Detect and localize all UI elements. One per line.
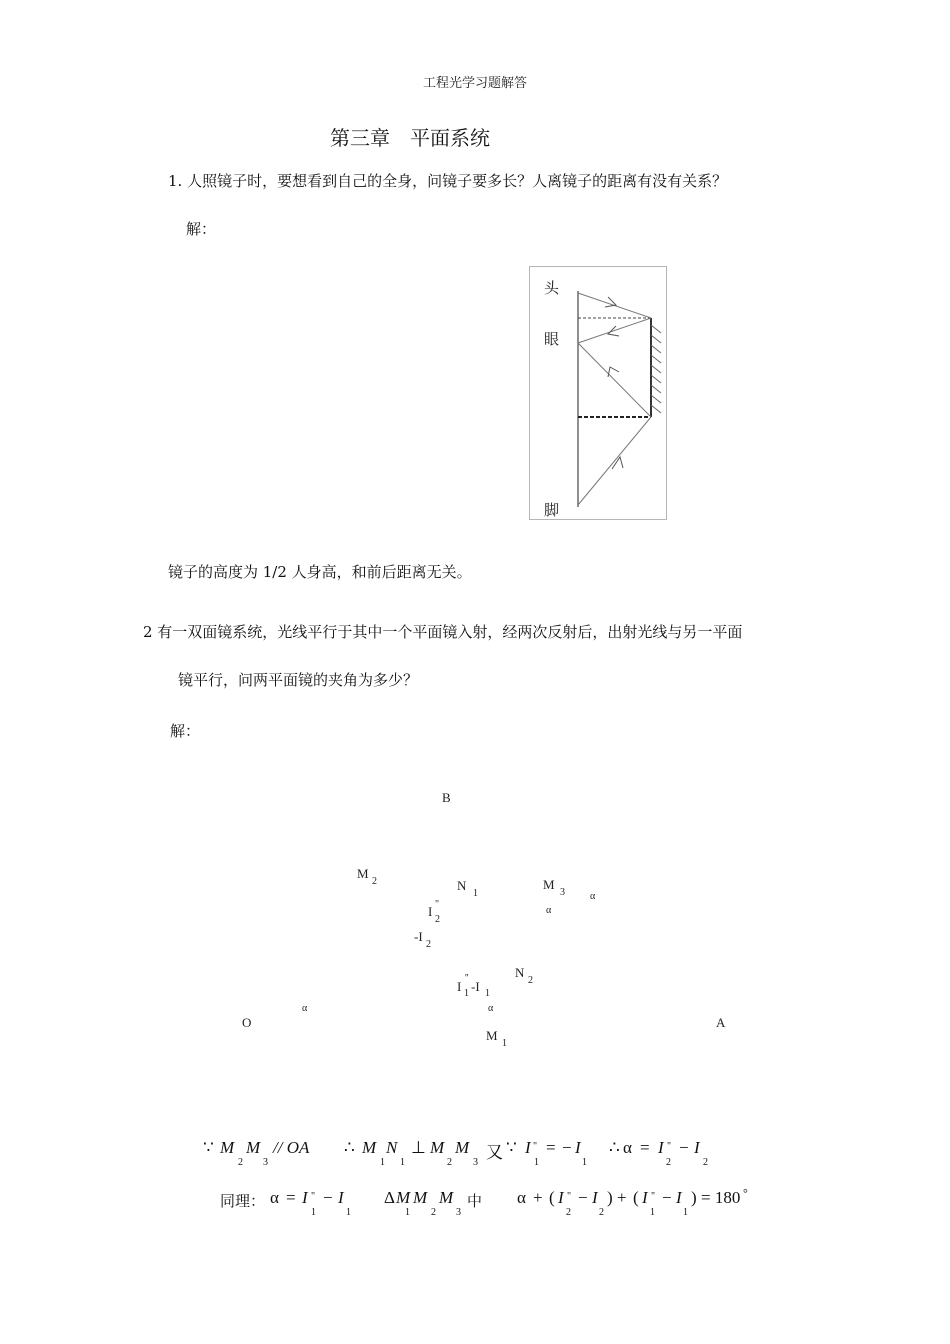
eye-label: 眼 xyxy=(544,330,560,348)
label-minus-I1: -I xyxy=(471,979,480,994)
label-M3-sub: 3 xyxy=(560,887,565,898)
f1-M5-sub3: 3 xyxy=(473,1157,478,1168)
f1-M3: M xyxy=(362,1138,377,1157)
f2-I2-prime: " xyxy=(567,1191,572,1202)
f2-lp1: ( xyxy=(549,1188,555,1207)
f1-M: M xyxy=(220,1138,235,1157)
f2-I1-sub: 1 xyxy=(311,1207,316,1218)
question-2-line2: 镜平行，问两平面镜的夹角为多少？ xyxy=(178,671,419,689)
question-1: 1. 人照镜子时，要想看到自己的全身，问镜子要多长？人离镜子的距离有没有关系？ xyxy=(168,172,728,190)
f1-I1-prime: " xyxy=(533,1141,538,1152)
f1-N-sub1: 1 xyxy=(400,1157,405,1168)
because-symbol-2: ∵ xyxy=(506,1138,517,1157)
label-N2: N xyxy=(515,965,525,980)
label-I2-prime-sub: 2 xyxy=(435,914,440,925)
f2-neg: − xyxy=(323,1188,333,1207)
zhong-char: 中 xyxy=(467,1192,483,1210)
f2-rp2: ) xyxy=(691,1188,697,1207)
f1-I2b-sub: 2 xyxy=(703,1157,708,1168)
mirror-figure xyxy=(529,266,667,520)
f2-M2-sub: 2 xyxy=(431,1207,436,1218)
label-N1: N xyxy=(457,878,467,893)
label-I1-prime-mark: '' xyxy=(465,973,469,984)
label-N1-sub: 1 xyxy=(473,888,478,899)
f1-eq2: = xyxy=(640,1138,650,1157)
therefore-symbol-2: ∴ xyxy=(609,1138,620,1157)
f1-M4-sub2: 2 xyxy=(447,1157,452,1168)
delta-symbol: Δ xyxy=(384,1188,395,1207)
f2-I1c-sub: 1 xyxy=(650,1207,655,1218)
perp-symbol: ⊥ xyxy=(411,1138,426,1157)
label-I2-prime: I xyxy=(428,904,433,919)
answer-1: 镜子的高度为 1/2 人身高，和前后距离无关。 xyxy=(168,563,472,581)
alpha-label-o: α xyxy=(302,1003,308,1014)
head-label: 头 xyxy=(544,279,560,297)
f1-I2b: I xyxy=(694,1138,700,1157)
label-I1-prime-sub: 1 xyxy=(464,988,469,999)
f2-eq: = xyxy=(286,1188,296,1207)
solution-label-1: 解： xyxy=(186,220,217,238)
f2-M3-sub: 3 xyxy=(456,1207,461,1218)
f1-I1b: I xyxy=(575,1138,581,1157)
label-minus-I2: -I xyxy=(414,929,423,944)
f1-I2-prime: " xyxy=(667,1141,672,1152)
f1-M2: M xyxy=(246,1138,261,1157)
f1-I1: I xyxy=(525,1138,531,1157)
f1-M-sub3: 3 xyxy=(263,1157,268,1168)
f2-lp2: ( xyxy=(633,1188,639,1207)
f2-I1d-sub: 1 xyxy=(683,1207,688,1218)
f1-I2: I xyxy=(658,1138,664,1157)
f2-result: = 180 xyxy=(701,1188,741,1207)
alpha-label-m1: α xyxy=(488,1003,494,1014)
page-header: 工程光学习题解答 xyxy=(422,76,527,91)
label-N2-sub: 2 xyxy=(528,975,533,986)
f1-eq: = xyxy=(546,1138,556,1157)
f2-alpha: α xyxy=(270,1188,279,1207)
f2-I2b-sub: 2 xyxy=(599,1207,604,1218)
f1-neg2: − xyxy=(679,1138,689,1157)
f2-I2b: I xyxy=(592,1188,598,1207)
therefore-symbol-1: ∴ xyxy=(344,1138,355,1157)
f2-M2: M xyxy=(413,1188,428,1207)
label-I1-prime: I xyxy=(457,979,462,994)
f2-alpha2: α xyxy=(517,1188,526,1207)
f1-neg: − xyxy=(562,1138,572,1157)
alpha-label-top-right: α xyxy=(590,891,596,902)
f1-M-sub2: 2 xyxy=(238,1157,243,1168)
f2-I1b: I xyxy=(338,1188,344,1207)
f1-N: N xyxy=(386,1138,398,1157)
solution-label-2: 解： xyxy=(170,722,201,740)
f2-I1-prime: " xyxy=(311,1191,316,1202)
label-minus-I1-sub: 1 xyxy=(485,988,490,999)
f2-M1-sub: 1 xyxy=(405,1207,410,1218)
f1-M3-sub1: 1 xyxy=(380,1157,385,1168)
tongli-label: 同理： xyxy=(220,1192,266,1210)
f1-M4: M xyxy=(430,1138,445,1157)
label-I2-prime-mark: " xyxy=(435,899,440,910)
f2-I1: I xyxy=(302,1188,308,1207)
f1-alpha: α xyxy=(623,1138,632,1157)
chapter-title: 第三章 平面系统 xyxy=(330,126,490,150)
f2-M3: M xyxy=(439,1188,454,1207)
f2-I1c-prime: " xyxy=(651,1191,656,1202)
f1-I1-sub: 1 xyxy=(534,1157,539,1168)
f2-I1d: I xyxy=(676,1188,682,1207)
f2-rp1: ) xyxy=(607,1188,613,1207)
label-M1-sub: 1 xyxy=(502,1038,507,1049)
f2-neg2: − xyxy=(578,1188,588,1207)
f1-I2-sub: 2 xyxy=(666,1157,671,1168)
f2-I1b-sub: 1 xyxy=(346,1207,351,1218)
f1-M5: M xyxy=(455,1138,470,1157)
f2-plus2: + xyxy=(617,1188,627,1207)
f1-parallel-OA: // OA xyxy=(273,1138,310,1157)
degree-symbol: ° xyxy=(743,1186,748,1200)
label-O: O xyxy=(242,1015,252,1030)
label-B: B xyxy=(442,790,451,805)
label-M1: M xyxy=(486,1028,498,1043)
label-minus-I2-sub: 2 xyxy=(426,939,431,950)
label-A: A xyxy=(716,1015,726,1030)
f2-I2-sub: 2 xyxy=(566,1207,571,1218)
f2-plus1: + xyxy=(533,1188,543,1207)
because-symbol: ∵ xyxy=(203,1138,214,1157)
question-2-line1: 2 有一双面镜系统，光线平行于其中一个平面镜入射，经两次反射后，出射光线与另一平面 xyxy=(143,623,743,641)
mirror-diagram xyxy=(530,267,668,521)
alpha-label-m3: α xyxy=(546,905,552,916)
f2-I2: I xyxy=(558,1188,564,1207)
f2-neg3: − xyxy=(662,1188,672,1207)
label-M2: M xyxy=(357,866,369,881)
foot-label: 脚 xyxy=(544,501,560,519)
label-M2-sub: 2 xyxy=(372,876,377,887)
label-M3: M xyxy=(543,877,555,892)
f2-I1c: I xyxy=(642,1188,648,1207)
f2-M1: M xyxy=(396,1188,411,1207)
f1-I1b-sub: 1 xyxy=(582,1157,587,1168)
you-char: 又 xyxy=(486,1143,503,1162)
